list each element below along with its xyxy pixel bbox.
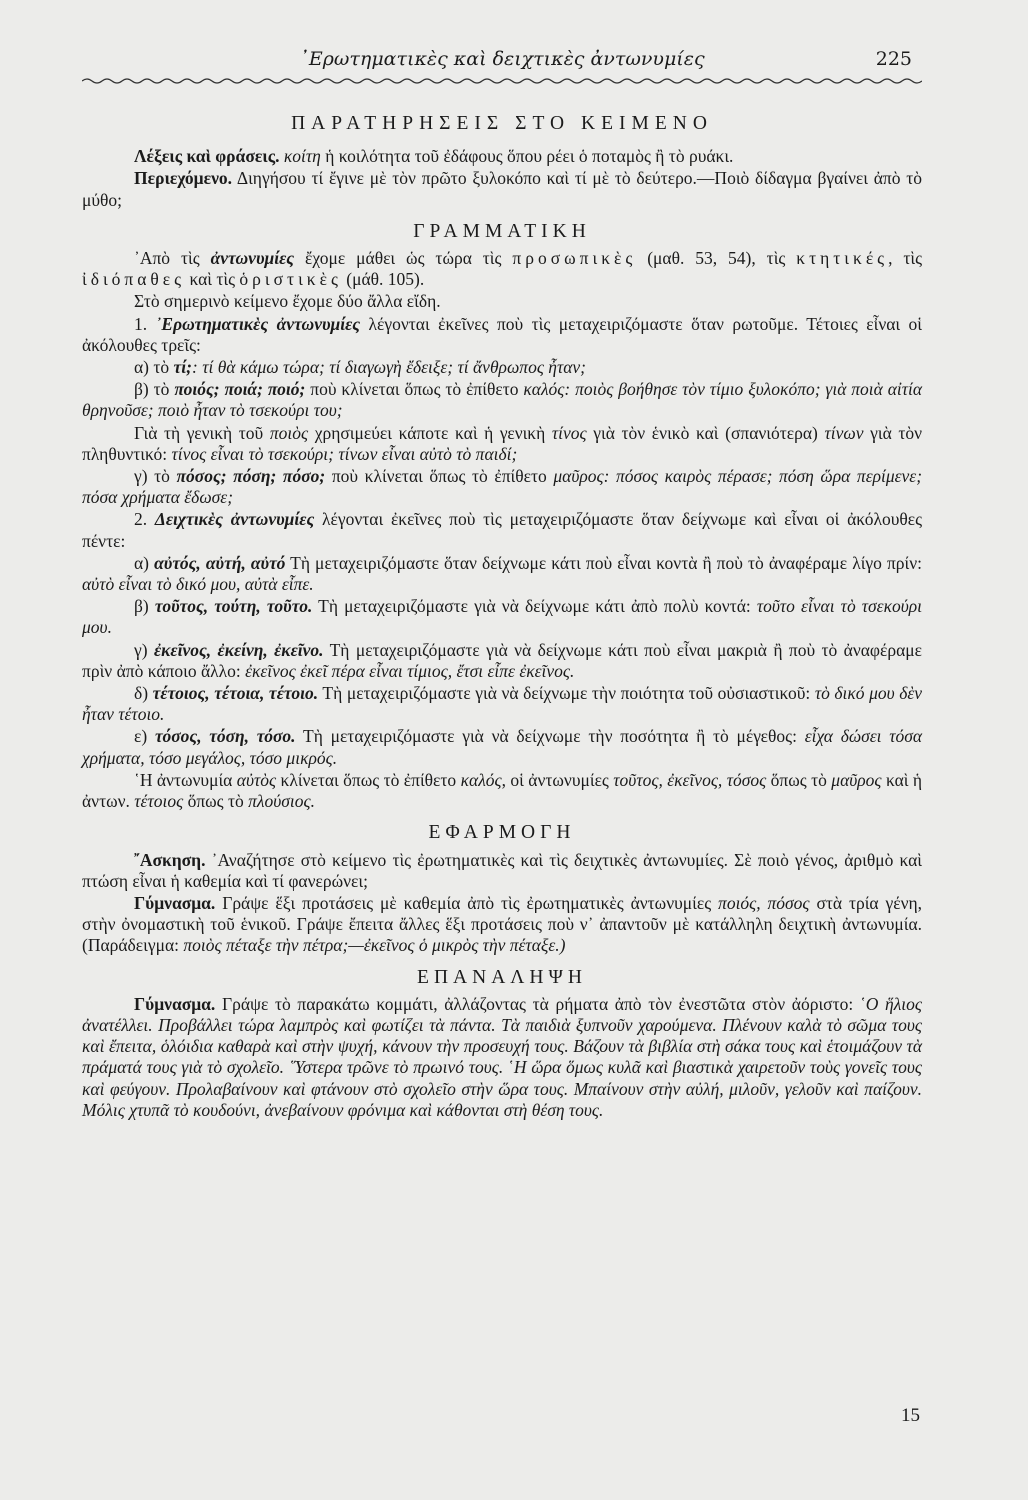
running-title: ᾿Ερωτηματικὲς καὶ δειχτικὲς ἀντωνυμίες [299, 48, 705, 70]
declension-term: τοῦτος, ἐκεῖνος, τόσος [613, 769, 767, 790]
grammar-intro-spaced-term: ἰδιόπαθες [82, 269, 186, 290]
item-text: ποὺ κλίνεται ὅπως τὸ ἐπίθετο [331, 466, 547, 487]
interrogative-item-c [82, 466, 922, 508]
item-examples: πόσος καιρὸς πέρασε; πόση ὥρα περίμενε; πόσα χρήματα ἔδωσε; [82, 466, 923, 508]
grammar-intro-spaced-term: ὁριστικὲς [239, 269, 342, 290]
grammar-intro-spaced-term: κτητικές [796, 248, 889, 269]
item-word: ποιός; ποιά; ποιό; [174, 379, 306, 400]
item-text: Τὴ μεταχειριζόμαστε γιὰ νὰ δείχνωμε τὴν ποιότητα τοῦ οὐσιαστικοῦ: [322, 683, 811, 704]
declension-text: καὶ ἡ ἀντων. [82, 769, 923, 812]
notes-content-paragraph [82, 168, 922, 210]
interrogative-item-a [82, 357, 922, 378]
item-number: 1. [134, 313, 148, 334]
demonstrative-item-e [82, 726, 922, 768]
item-examples: αὐτὸ εἶναι τὸ δικό μου, αὐτὰ εἶπε. [82, 574, 314, 595]
declension-term: αὐτὸς [236, 769, 277, 790]
item-model: μαῦρος: [553, 466, 610, 487]
item-prefix: γ) [134, 639, 148, 660]
review-drill [82, 994, 922, 1121]
item-examples: ποιὸς βοήθησε τὸν τίμιο ξυλοκόπο; γιὰ ποιὰ αἰτία θρηνοῦσε; ποιὸ ἦταν τὸ τσεκούρι του; [82, 379, 923, 421]
item-text: Τὴ μεταχειριζόμαστε γιὰ νὰ δείχνωμε κάτι ποὺ εἶναι μακριὰ ἢ ποὺ τὸ ἀναφέραμε πρὶν ἀπὸ κάποιο ἄλλο: [82, 639, 923, 681]
declension-text: , οἱ ἀντωνυμίες [501, 769, 609, 790]
application-heading: ΕΦΑΡΜΟΓΗ [428, 822, 576, 844]
interrogative-item-b [82, 379, 922, 421]
drill-example: ποιὸς πέταξε τὴν πέτρα;—ἐκεῖνος ὁ μικρὸς τὴν πέταξε.) [183, 935, 566, 956]
item-prefix: δ) [134, 683, 149, 704]
genitive-term: ποιὸς [269, 422, 309, 443]
drill-text: Γράψε ἕξι προτάσεις μὲ καθεμία ἀπὸ τὶς ἐρωτηματικὲς ἀντωνυμίες [222, 892, 712, 913]
item-prefix: ε) [134, 726, 148, 747]
application-exercise [82, 850, 922, 892]
grammar-intro-text: (μαθ. 53, 54), τὶς [647, 248, 786, 269]
item-number: 2. [134, 509, 148, 530]
item-examples: εἶχα δώσει τόσα χρήματα, τόσο μεγάλος, τόσο μικρός. [82, 726, 923, 768]
demonstrative-item-b [82, 596, 922, 638]
item-text: Τὴ μεταχειριζόμαστε γιὰ νὰ δείχνωμε κάτι ἀπὸ πολὺ κοντά: [318, 596, 751, 617]
genitive-examples: τίνος εἶναι τὸ τσεκούρι; τίνων εἶναι αὐτὸ τὸ παιδί; [171, 443, 518, 464]
grammar-intro-text: καὶ τὶς [189, 269, 236, 290]
interrogative-text: λέγονται ἐκεῖνες ποὺ τὶς μεταχειριζόμαστε ὅταν ρωτοῦμε. Τέτοιες εἶναι οἱ ἀκόλουθες τρεῖς: [82, 313, 923, 355]
interrogative-label: ᾿Ερωτηματικὲς ἀντωνυμίες [155, 313, 361, 334]
notes-term: κοίτη [283, 146, 321, 167]
item-word: αὐτός, αὐτή, αὐτό [154, 552, 286, 573]
grammar-intro-text: , τὶς [888, 248, 923, 269]
item-prefix: α) [134, 552, 149, 573]
notes-words-label: Λέξεις καὶ φράσεις. [134, 146, 280, 167]
running-header [82, 48, 922, 76]
notes-content-text: Διηγήσου τί ἔγινε μὲ τὸν πρῶτο ξυλοκόπο καὶ τί μὲ τὸ δεύτερο.—Ποιὸ δίδαγμα βγαίνει ἀπὸ τὸ μύθο; [82, 168, 923, 210]
genitive-text: Γιὰ τὴ γενικὴ τοῦ [134, 422, 264, 443]
item-model: καλός: [523, 379, 571, 400]
item-word: τί; [173, 357, 192, 378]
wavy-rule [82, 76, 922, 86]
grammar-intro-spaced-term: προσωπικὲς [512, 248, 637, 269]
demonstrative-definition [82, 509, 922, 551]
signature-number: 15 [901, 1405, 920, 1426]
item-text: ποὺ κλίνεται ὅπως τὸ ἐπίθετο [310, 379, 519, 400]
review-passage: ῾Ο ἥλιος ἀνατέλλει. Προβάλλει τώρα λαμπρὸς καὶ φωτίζει τὰ πάντα. Τὰ παιδιὰ ξυπνοῦν χαρούμενα. Πλένουν καλὰ τὸ σῶμα τους καὶ ἔπειτα, ὁλόιδια καθαρὰ καὶ στὴν ψυχή, κάνουν τὴν προσευχή τους. Βάζουν τὰ βιβλία στὴ σάκα τους καὶ ἑτοιμάζουν τὰ πράματά τους γιὰ τὸ σχολεῖο. ῞Υστερα τρῶνε τὸ πρωινό τους. ῾Η ὥρα ὅμως κυλᾶ καὶ βιαστικὰ χαιρετοῦν τοὺς γονεῖς τους καὶ φεύγουν. Προλαβαίνουν καὶ φτάνουν στὸ σχολεῖο στὴν ὥρα τους. Μπαίνουν στὴν αὐλή, μιλοῦν, γελοῦν καὶ παίζουν. Μόλις χτυπᾶ τὸ κουδούνι, ἀνεβαίνουν φρόνιμα καὶ κάθονται στὴ θέση τους. [82, 993, 923, 1120]
declension-term: καλός [460, 769, 502, 790]
item-examples: : τί θὰ κάμω τώρα; τί διαγωγὴ ἔδειξε; τί ἄνθρωπος ἦταν; [192, 357, 587, 378]
genitive-text: γιὰ τὸν πληθυντικό: [82, 422, 923, 464]
item-prefix: α) τὸ [134, 357, 170, 378]
demonstrative-item-a [82, 553, 922, 595]
item-word: πόσος; πόση; πόσο; [176, 466, 326, 487]
application-drill [82, 893, 922, 957]
item-prefix: β) [134, 596, 149, 617]
genitive-text: χρησιμεύει κάποτε καὶ ἡ γενικὴ [314, 422, 546, 443]
genitive-text: γιὰ τὸν ἑνικὸ καὶ (σπανιότερα) [593, 422, 818, 443]
page-number: 225 [875, 48, 912, 70]
item-word: τόσος, τόση, τόσο. [154, 726, 296, 747]
demonstrative-item-c [82, 640, 922, 682]
genitive-term: τίνος [551, 422, 587, 443]
item-examples: τοῦτο εἶναι τὸ τσεκούρι μου. [82, 596, 923, 638]
drill-label: Γύμνασμα. [134, 993, 216, 1014]
drill-text: Γράψε τὸ παρακάτω κομμάτι, ἀλλάζοντας τὰ ρήματα ἀπὸ τὸν ἐνεστῶτα στὸν ἀόριστο: [221, 993, 854, 1014]
declension-text: ὅπως τὸ [770, 769, 827, 790]
item-word: τοῦτος, τούτη, τοῦτο. [154, 596, 313, 617]
drill-label: Γύμνασμα. [134, 892, 216, 913]
grammar-intro-text: ἔχομε μάθει ὡς τώρα τὶς [305, 248, 502, 269]
exercise-label: ῎Ασκηση. [134, 849, 206, 870]
demonstrative-text: λέγονται ἐκεῖνες ποὺ τὶς μεταχειριζόμαστε ὅταν δείχνωμε καὶ εἶναι οἱ ἀκόλουθες πέντε: [82, 509, 923, 551]
item-text: Τὴ μεταχειριζόμαστε ὅταν δείχνωμε κάτι ποὺ εἶναι κοντὰ ἢ ποὺ τὸ ἀναφέραμε λίγο πρίν: [290, 552, 923, 573]
declension-term: πλούσιος. [248, 791, 315, 812]
item-examples: τὸ δικό μου δὲν ἦταν τέτοιο. [82, 683, 923, 725]
declension-term: τέτοιος [134, 791, 184, 812]
drill-text: στὰ τρία γένη, στὴν ὀνομαστικὴ τοῦ ἑνικοῦ. Γράψε ἔπειτα ἄλλες ἕξι προτάσεις ποὺ ν᾿ ἀπαντοῦν μὲ κατάλληλη δειχτικὴ ἀντωνυμία. (Παράδειγμα: [82, 892, 923, 956]
notes-heading: ΠΑΡΑΤΗΡΗΣΕΙΣ ΣΤΟ ΚΕΙΜΕΝΟ [291, 113, 713, 134]
grammar-intro-text: (μάθ. 105). [346, 269, 425, 290]
item-text: Τὴ μεταχειριζόμαστε γιὰ νὰ δείχνωμε τὴν ποσότητα ἢ τὸ μέγεθος: [303, 726, 797, 747]
grammar-heading: ΓΡΑΜΜΑΤΙΚΗ [413, 220, 591, 242]
item-prefix: β) τὸ [134, 379, 170, 400]
review-heading: ΕΠΑΝΑΛΗΨΗ [417, 966, 587, 988]
declension-term: μαῦρος [831, 769, 882, 790]
genitive-note [82, 423, 922, 465]
page-body [82, 113, 922, 1122]
grammar-intro-2: Στὸ σημερινὸ κείμενο ἔχομε δύο ἄλλα εἴδη. [134, 291, 441, 312]
grammar-intro [82, 248, 922, 290]
genitive-term: τίνων [824, 422, 864, 443]
exercise-text: ᾿Αναζήτησε στὸ κείμενο τὶς ἐρωτηματικὲς καὶ τὶς δειχτικὲς ἀντωνυμίες. Σὲ ποιὸ γένος, ἀριθμὸ καὶ πτώση εἶναι ἡ καθεμία καὶ τί φανερώνει; [82, 849, 923, 891]
grammar-intro-text: ᾿Απὸ τὶς [134, 248, 200, 269]
declension-text: κλίνεται ὅπως τὸ ἐπίθετο [280, 769, 457, 790]
notes-content-label: Περιεχόμενο. [134, 168, 233, 189]
demonstrative-label: Δειχτικὲς ἀντωνυμίες [154, 509, 315, 530]
declension-text: ὅπως τὸ [187, 791, 244, 812]
item-prefix: γ) τὸ [134, 466, 170, 487]
item-word: τέτοιος, τέτοια, τέτοιο. [152, 683, 319, 704]
notes-words-paragraph [82, 146, 922, 167]
item-word: ἐκεῖνος, ἐκείνη, ἐκεῖνο. [153, 639, 324, 660]
notes-term-definition: ἡ κοιλότητα τοῦ ἐδάφους ὅπου ρέει ὁ ποταμὸς ἢ τὸ ρυάκι. [325, 146, 734, 167]
demonstrative-item-d [82, 683, 922, 725]
drill-term: ποιός, πόσος [718, 892, 810, 913]
declension-note [82, 770, 922, 812]
item-examples: ἐκεῖνος ἐκεῖ πέρα εἶναι τίμιος, ἔτσι εἶπε ἐκεῖνος. [245, 660, 575, 681]
grammar-intro-term: ἀντωνυμίες [210, 248, 295, 269]
interrogative-definition [82, 314, 922, 356]
declension-text: ῾Η ἀντωνυμία [134, 769, 233, 790]
